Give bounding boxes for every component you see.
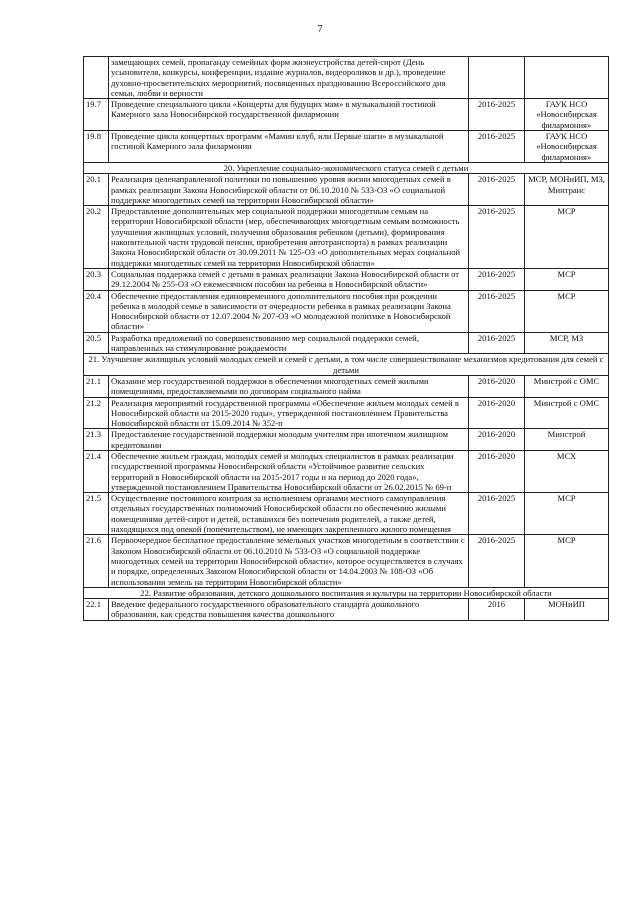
row-term — [469, 57, 525, 99]
row-term: 2016-2025 — [469, 174, 525, 206]
row-executor: ГАУК НСО «Новосибирская филармония» — [525, 99, 609, 131]
row-measure: Реализация мероприятий государственной программы «Обеспечение жильем молодых семей в Новосибирской области на 2015-2020 годы», утвержденной постановлением Правительства Новосибирской области от 15.09.2014 № 352-п — [109, 397, 469, 429]
row-number: 21.3 — [84, 429, 109, 451]
row-number: 19.7 — [84, 99, 109, 131]
row-executor: Минстрой — [525, 429, 609, 451]
row-measure: Социальная поддержка семей с детьми в рамках реализации Закона Новосибирской области от 29.12.2004 № 255-ОЗ «О ежемесячном пособии на ребенка в Новосибирской области» — [109, 268, 469, 290]
row-measure: Реализация целенаправленной политики по повышению уровня жизни многодетных семей в рамках реализации Закона Новосибирской области от 06.10.2010 № 533-ОЗ «О социальной поддержке многодетных семей на территории Новосибирской области» — [109, 174, 469, 206]
table-row — [84, 375, 609, 397]
row-executor: МОНиИП — [525, 599, 609, 621]
row-executor: Минстрой с ОМС — [525, 375, 609, 397]
section-heading-row — [84, 354, 609, 376]
table-row — [84, 174, 609, 206]
row-executor: МСХ — [525, 450, 609, 492]
row-term: 2016-2020 — [469, 429, 525, 451]
row-measure: замещающих семей, пропаганду семейных форм жизнеустройства детей-сирот (День усыновителя, конкурсы, конференции, издание журналов, видеороликов и др.), проведение духовно-просветительских мероприятий, посвященных празднованию Всероссийского дня семьи, любви и верности — [109, 57, 469, 99]
table-row — [84, 268, 609, 290]
row-measure: Проведение специального цикла «Концерты для будущих мам» в музыкальной гостиной Камерного зала Новосибирской государственной филармонии — [109, 99, 469, 131]
row-measure: Обеспечение предоставления единовременного дополнительного пособия при рождении ребенка в молодой семье в зависимости от очередности ребенка в рамках реализации Закона Новосибирской области от 12.07.2004 № 207-ОЗ «О молодежной политике в Новосибирской области» — [109, 290, 469, 332]
row-measure: Обеспечение жильем граждан, молодых семей и молодых специалистов в рамках реализации государственной программы Новосибирской области «Устойчивое развитие сельских территорий в Новосибирской области на 2015-2017 годы и на период до 2020 года», утвержденной постановлением Правительства Новосибирской области от 26.02.2015 № 69-п — [109, 450, 469, 492]
row-number: 21.5 — [84, 493, 109, 535]
row-term: 2016-2025 — [469, 268, 525, 290]
row-measure: Введение федерального государственного образовательного стандарта дошкольного образования, как средства повышения качества дошкольного — [109, 599, 469, 621]
row-measure: Первоочередное бесплатное предоставление земельных участков многодетным в соответствии с Законом Новосибирской области от 06.10.2010 № 533-ОЗ «О социальной поддержке многодетных семей на территории Новосибирской области», которое осуществляется в случаях и порядке, определенных Законом Новосибирской области от 14.04.2003 № 108-ОЗ «Об использовании земель на территории Новосибирской области» — [109, 535, 469, 587]
table-row — [84, 450, 609, 492]
row-number: 20.5 — [84, 332, 109, 354]
row-measure: Предоставление дополнительных мер социальной поддержки многодетным семьям на территории Новосибирской области (мер, обеспечивающих многодетным семьям возможность улучшения жилищных условий, получения образования ребенком (детьми), формирования накопительной части трудовой пенсии, приобретения автотранспорта) в рамках реализации Закона Новосибирской области от 30.09.2011 № 125-ОЗ «О дополнительных мерах социальной поддержки многодетных семей на территории Новосибирской области» — [109, 206, 469, 269]
table-row — [84, 290, 609, 332]
row-term: 2016 — [469, 599, 525, 621]
table-row — [84, 131, 609, 163]
page-number: 7 — [317, 24, 323, 35]
row-number: 20.2 — [84, 206, 109, 269]
row-number: 20.4 — [84, 290, 109, 332]
row-number: 21.6 — [84, 535, 109, 587]
row-term: 2016-2025 — [469, 206, 525, 269]
row-term: 2016-2020 — [469, 450, 525, 492]
row-number: 20.3 — [84, 268, 109, 290]
row-executor: МСР — [525, 535, 609, 587]
row-measure: Предоставление государственной поддержки молодым учителям при ипотечном жилищном кредитовании — [109, 429, 469, 451]
row-measure: Оказание мер государственной поддержки в обеспечении многодетных семей жилыми помещениями, предоставляемыми по договорам социального найма — [109, 375, 469, 397]
table-row — [84, 57, 609, 99]
row-executor: МСР — [525, 493, 609, 535]
table-row — [84, 99, 609, 131]
row-number — [84, 57, 109, 99]
row-term: 2016-2025 — [469, 131, 525, 163]
row-executor: МСР — [525, 268, 609, 290]
section-heading-row — [84, 587, 609, 598]
row-executor: ГАУК НСО «Новосибирская филармония» — [525, 131, 609, 163]
table-row — [84, 397, 609, 429]
measures-table — [83, 56, 609, 621]
row-term: 2016-2025 — [469, 290, 525, 332]
row-number: 22.1 — [84, 599, 109, 621]
row-measure: Разработка предложений по совершенствованию мер социальной поддержки семей, направленных на стимулирование рождаемости — [109, 332, 469, 354]
row-number: 21.2 — [84, 397, 109, 429]
row-term: 2016-2025 — [469, 535, 525, 587]
row-number: 21.4 — [84, 450, 109, 492]
row-executor: МСР — [525, 290, 609, 332]
row-measure: Осуществление постоянного контроля за исполнением органами местного самоуправления отдельных государственных полномочий Новосибирской области по обеспечению жилыми помещениями детей-сирот и детей, оставшихся без попечения родителей, а также детей, находящихся под опекой (попечительством), не имеющих закрепленного жилого помещения — [109, 493, 469, 535]
table-row — [84, 493, 609, 535]
row-measure: Проведение цикла концертных программ «Мамин клуб, или Первые шаги» в музыкальной гостиной Камерного зала филармонии — [109, 131, 469, 163]
section-heading: 21. Улучшение жилищных условий молодых семей и семей с детьми, в том числе совершенствование механизмов кредитования для семей с детьми — [84, 354, 609, 376]
row-executor: МСР, МОНиИП, МЗ, Минтранс — [525, 174, 609, 206]
row-term: 2016-2025 — [469, 493, 525, 535]
row-number: 19.8 — [84, 131, 109, 163]
table-row — [84, 206, 609, 269]
table-row — [84, 429, 609, 451]
section-heading: 20. Укрепление социально-экономического статуса семей с детьми — [84, 162, 609, 173]
row-term: 2016-2025 — [469, 99, 525, 131]
section-heading: 22. Развитие образования, детского дошкольного воспитания и культуры на территории Новосибирской области — [84, 587, 609, 598]
row-executor — [525, 57, 609, 99]
row-executor: МСР, МЗ — [525, 332, 609, 354]
table-row — [84, 535, 609, 587]
row-number: 20.1 — [84, 174, 109, 206]
row-term: 2016-2020 — [469, 397, 525, 429]
section-heading-row — [84, 162, 609, 173]
row-number: 21.1 — [84, 375, 109, 397]
row-executor: Минстрой с ОМС — [525, 397, 609, 429]
row-term: 2016-2020 — [469, 375, 525, 397]
table-row — [84, 599, 609, 621]
row-term: 2016-2025 — [469, 332, 525, 354]
row-executor: МСР — [525, 206, 609, 269]
table-row — [84, 332, 609, 354]
